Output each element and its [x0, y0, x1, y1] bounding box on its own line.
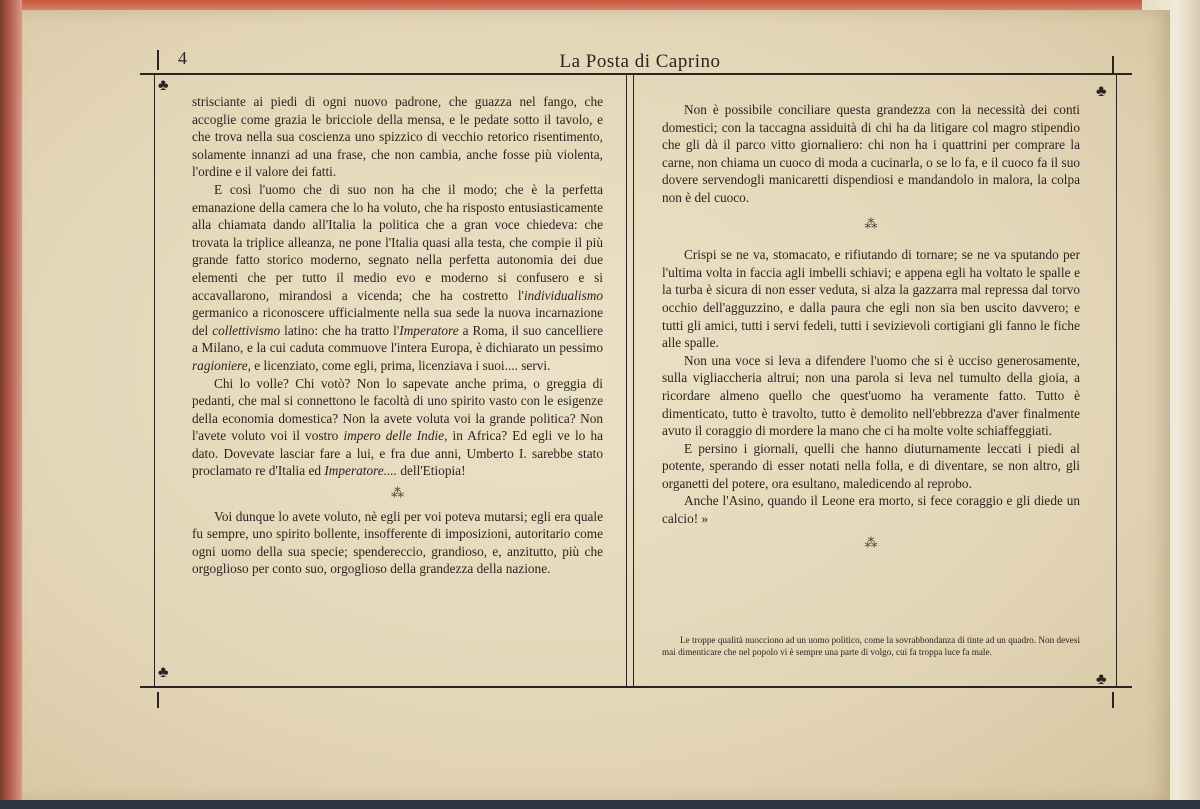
book-cover-left-edge	[0, 0, 22, 809]
paragraph: E così l'uomo che di suo non ha che il modo; che è la perfetta emanazione della camera che lo ha voluto, che ha risposto entusiasticamente alla chiamata dando all'Italia la politica che a gran voce chiedeva: che trovata la triplice alleanza, ne pone l'Italia quasi alla testa, che compie il più grande fatto storico moderno, segnato nella perfetta autonomia dei due elementi che per tutto il medio evo e moderno si confusero e si accavallarono, mirandosi a vicenda; che ha costretto l'individualismo germanico a riconoscere ufficialmente nella sua sede la nuova incarnazione del collettivismo latino: che ha tratto l'Imperatore a Roma, il suo cancelliere a Milano, e la cui caduta commuove l'intera Europa, è dichiarato un pessimo ragioniere, e licenziato, come egli, prima, licenziava i suoi.... servi.	[192, 181, 603, 373]
column-divider	[626, 75, 627, 686]
clover-ornament-icon: ♣	[158, 77, 169, 94]
paragraph: Voi dunque lo avete voluto, nè egli per voi poteva mutarsi; egli era quale fu sempre, uno spirito bollente, insofferente di imposizioni, autoritario come ogni uomo della sua specie; spendereccio, grandioso, e, anzitutto, più che orgoglioso per conto suo, orgoglioso della grandezza della nazione.	[192, 508, 603, 577]
corner-mark	[157, 50, 159, 70]
paragraph: E persino i giornali, quelli che hanno diuturnamente leccati i piedi al potente, sperando di esser notati nella folla, e di diventare, se non altro, gli organetti del potere, ora esultano, maledicendo al reprobo.	[662, 440, 1080, 491]
bottom-rule	[140, 686, 1132, 688]
asterism-ornament-icon: ⁂	[391, 485, 404, 501]
paragraph: Crispi se ne va, stomacato, e rifiutando di tornare; se ne va sputando per l'ultima volta in faccia agli imbelli schiavi; e appena egli ha voltato le spalle e la turba è sicura di non esser veduta, si alza la gazzarra mal repressa dal torvo occhio dell'agguzzino, e dalla paura che egli non sia ben uscito davvero; e tutti gli amici, tutti i servi fedeli, tutti i sevizievoli cortigiani gli fanno le fiche alle spalle.	[662, 247, 1080, 351]
asterism-ornament-icon: ⁂	[864, 215, 878, 231]
paragraph: Anche l'Asino, quando il Leone era morto, si fece coraggio e gli diede un calcio! »	[662, 493, 1080, 527]
corner-mark	[157, 692, 159, 708]
column-divider	[633, 75, 634, 686]
paragraph: Chi lo volle? Chi votò? Non lo sapevate anche prima, o greggia di pedanti, che mal si connettono le facoltà di uno spirito vasto con le esigenze della economia domestica? Non la avete voluta voi la grande politica? Non l'avete voluto voi il vostro impero delle Indie, in Africa? Ed egli ve lo ha dato. Dovevate lasciar fare a lui, e fra due anni, Umberto I. sarebbe stato proclamato re d'Italia ed Imperatore.... dell'Etiopia!	[192, 375, 604, 479]
background-strip	[0, 800, 1200, 809]
left-column	[192, 93, 603, 578]
right-border	[1116, 75, 1117, 686]
corner-mark	[1112, 692, 1114, 708]
footnote: Le troppe qualità nuocciono ad un uomo politico, come la sovrabbondanza di tinte ad un quadro. Non devesi mai dimenticare che nel popolo vi è sempre una parte di volgo, cui fa troppa luce fa male.	[662, 635, 1080, 658]
running-head-title: La Posta di Caprino	[559, 51, 721, 72]
left-border	[154, 75, 155, 686]
paragraph: strisciante ai piedi di ogni nuovo padrone, che guazza nel fango, che accoglie come grazia le bricciole della mensa, e le pedate sotto il tavolo, e che trova nella sua coscienza uno spizzico di vecchio retorico risentimento, solamente innanzi ad una frase, che non cambia, anche fosse più violenta, l'ordine e il valore dei fatti.	[192, 94, 603, 180]
clover-ornament-icon: ♣	[1096, 83, 1107, 100]
corner-mark	[1112, 56, 1114, 74]
paragraph: Non è possibile conciliare questa grandezza con la necessità dei conti domestici; con la taccagna assiduità di chi ha da litigare col magro stipendio che gli dà il parco vitto giornaliero: chi non ha i quattrini per comprare la carne, non chiama un cuoco di moda a cucinarla, o se lo fa, e il cuoco fa il suo dovere servendogli manicaretti dispendiosi e mandandolo in malora, la colpa non è del cuoco.	[662, 102, 1080, 205]
clover-ornament-icon: ♣	[1096, 671, 1107, 688]
right-column	[662, 101, 1080, 551]
paragraph: Non una voce si leva a difendere l'uomo che si è ucciso generosamente, sulla vigliaccheria altrui; non una parola si leva nel tumulto della gioia, a ricordare almeno quello che quest'uomo ha veramente fatto. Tutto è dimenticato, tutto è travolto, tutto è demolito nell'ebbrezza d'aver finalmente avuto il coraggio di mordere la mano che ci ha molte volte schiaffeggiati.	[662, 352, 1080, 439]
page-number: 4	[178, 48, 188, 68]
top-rule	[140, 73, 1132, 75]
clover-ornament-icon: ♣	[158, 664, 169, 681]
asterism-ornament-icon: ⁂	[864, 534, 878, 550]
